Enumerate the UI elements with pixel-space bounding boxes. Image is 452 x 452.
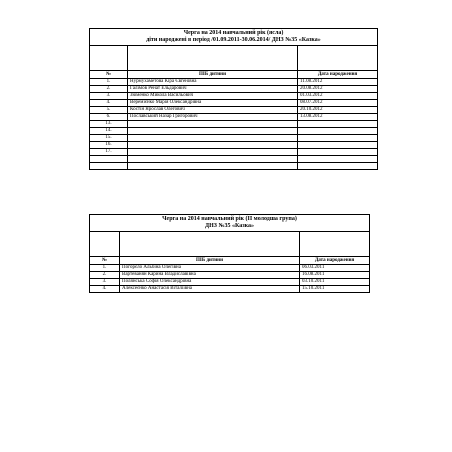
cell-date xyxy=(298,121,378,128)
table-title xyxy=(90,215,370,232)
header-num: № xyxy=(90,257,120,265)
cell-name: Галімов Ренат Ельдарович xyxy=(128,86,298,93)
table-row xyxy=(90,156,378,163)
table-row xyxy=(90,135,378,142)
cell-name: Костін Ярослав Олегович xyxy=(128,107,298,114)
header-num: № xyxy=(90,71,128,79)
cell-num: 3. xyxy=(90,93,128,100)
cell-name xyxy=(128,149,298,156)
cell-name: Полянська Софія Олександрівна xyxy=(120,279,300,286)
cell-date xyxy=(298,142,378,149)
cell-name xyxy=(128,121,298,128)
cell-date xyxy=(298,163,378,170)
cell-date: 03.10.2011 xyxy=(300,279,370,286)
table-row xyxy=(90,121,378,128)
cell-num: 2. xyxy=(90,86,128,93)
spacer-cell xyxy=(90,232,120,257)
table-row xyxy=(90,93,378,100)
table-header-row xyxy=(90,71,378,79)
table-row xyxy=(90,114,378,121)
cell-name: Погорєло Альбіна Олегівна xyxy=(120,265,300,272)
queue-table-nursery xyxy=(89,28,378,170)
cell-num: 5. xyxy=(90,107,128,114)
spacer-cell xyxy=(120,232,300,257)
cell-date xyxy=(298,135,378,142)
cell-num: 15. xyxy=(90,135,128,142)
cell-name: Пославський Назар Григорович xyxy=(128,114,298,121)
cell-num: 17. xyxy=(90,149,128,156)
table-title xyxy=(90,29,378,46)
spacer-row xyxy=(90,46,378,71)
cell-date: 20.08.2012 xyxy=(298,86,378,93)
cell-num xyxy=(90,156,128,163)
table-title-row xyxy=(90,215,370,232)
table-row xyxy=(90,86,378,93)
cell-num: 2. xyxy=(90,272,120,279)
cell-num: 16. xyxy=(90,142,128,149)
table-title-row xyxy=(90,29,378,46)
cell-num: 13. xyxy=(90,121,128,128)
table-row xyxy=(90,265,370,272)
cell-name xyxy=(128,142,298,149)
cell-date: 20.10.2012 xyxy=(298,107,378,114)
table-title-line1: Черга на 2014 навчальний рік (ясла) xyxy=(183,30,284,36)
cell-num: 4. xyxy=(90,100,128,107)
cell-num: 1. xyxy=(90,79,128,86)
cell-name: Вартеванян Карина Владиславівна xyxy=(120,272,300,279)
table-row xyxy=(90,100,378,107)
table-title-line1: Черга на 2014 навчальний рік (ІІ молодша група) xyxy=(162,216,297,222)
table-row xyxy=(90,272,370,279)
cell-date: 11.08.2012 xyxy=(298,79,378,86)
queue-table-junior-group xyxy=(89,214,370,293)
spacer-cell xyxy=(128,46,298,71)
cell-num: 4. xyxy=(90,286,120,293)
table-header-row xyxy=(90,257,370,265)
cell-date xyxy=(298,149,378,156)
table-row xyxy=(90,163,378,170)
table-row xyxy=(90,142,378,149)
header-date: Дата народження xyxy=(298,71,378,79)
cell-num xyxy=(90,163,128,170)
cell-date xyxy=(298,156,378,163)
cell-name xyxy=(128,163,298,170)
cell-date: 08.07.2012 xyxy=(298,100,378,107)
spacer-cell xyxy=(298,46,378,71)
header-name: ПІБ дитини xyxy=(120,257,300,265)
cell-name xyxy=(128,135,298,142)
cell-name: Нурмухаметова Кіра Євгенівна xyxy=(128,79,298,86)
cell-name: Зюменко Микола Васильович xyxy=(128,93,298,100)
spacer-row xyxy=(90,232,370,257)
table-row xyxy=(90,79,378,86)
table-title-line2: ДНЗ №35 «Казка» xyxy=(204,223,255,229)
table-row xyxy=(90,128,378,135)
spacer-cell xyxy=(90,46,128,71)
table-row xyxy=(90,107,378,114)
cell-num: 1. xyxy=(90,265,120,272)
cell-name xyxy=(128,128,298,135)
table-row xyxy=(90,149,378,156)
cell-name xyxy=(128,156,298,163)
cell-date: 13.08.2012 xyxy=(298,114,378,121)
cell-num: 6. xyxy=(90,114,128,121)
cell-date: 01.03.2012 xyxy=(298,93,378,100)
header-date: Дата народження xyxy=(300,257,370,265)
cell-num: 3. xyxy=(90,279,120,286)
cell-date: 06.03.2011 xyxy=(300,265,370,272)
table-row xyxy=(90,286,370,293)
cell-num: 14. xyxy=(90,128,128,135)
cell-date: 15.10.2011 xyxy=(300,286,370,293)
cell-name: Алексеєнко Анастасія Віталіївна xyxy=(120,286,300,293)
table-title-line2: діти народжені в період /01.09.2011-30.06.2014/ ДНЗ №35 «Казка» xyxy=(146,37,321,43)
cell-name: Веремієнко Марія Олександрівна xyxy=(128,100,298,107)
cell-date xyxy=(298,128,378,135)
spacer-cell xyxy=(300,232,370,257)
table-row xyxy=(90,279,370,286)
cell-date: 16.08.2011 xyxy=(300,272,370,279)
header-name: ПІБ дитини xyxy=(128,71,298,79)
